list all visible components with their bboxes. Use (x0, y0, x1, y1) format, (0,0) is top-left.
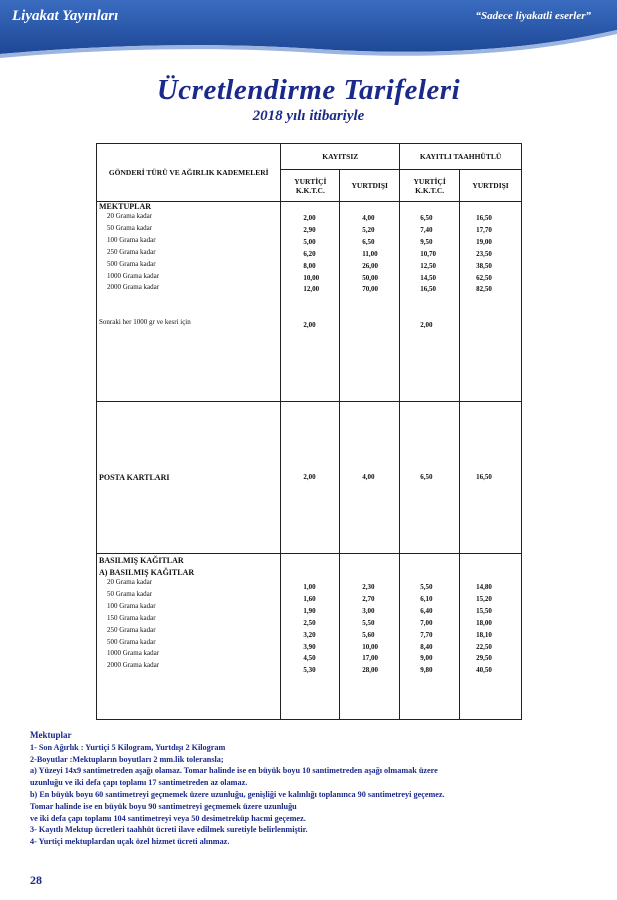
price-cell: 2,70 (362, 594, 375, 603)
weight-tier-label: 50 Grama kadar (107, 589, 153, 598)
printed-values-1 (281, 582, 339, 677)
weight-tier-label: 500 Grama kadar (107, 637, 156, 646)
printed-values-4 (460, 582, 521, 677)
price-cell: 16,50 (476, 214, 492, 222)
price-cell: 82,50 (476, 285, 492, 294)
header-band (0, 0, 617, 58)
price-cell: 29,50 (476, 654, 492, 663)
page-number: 28 (30, 873, 42, 887)
price-cell: 15,20 (476, 594, 492, 603)
price-cell: 28,00 (362, 666, 379, 675)
header-domestic-2: YURTİÇİ K.K.T.C. (400, 170, 460, 202)
price-cell: 15,50 (476, 606, 492, 615)
price-cell: 4,00 (362, 214, 375, 222)
price-cell: 17,00 (362, 654, 379, 663)
note-line: 4- Yurtiçi mektuplardan uçak özel hizmet ücreti alınmaz. (30, 837, 230, 847)
note-line: a) Yüzeyi 14x9 santimetreden aşağı olamaz. Tomar halinde ise en büyük boyu 10 santimetreden aşağı olmamak üzere (30, 766, 438, 776)
section-postcards (97, 402, 522, 554)
letters-labels (97, 202, 281, 402)
weight-tier-label: 50 Grama kadar (107, 223, 153, 232)
price-cell: 5,60 (362, 630, 375, 639)
price-cell: 70,00 (362, 285, 379, 294)
postcards-value-3: 6,50 (420, 472, 433, 481)
price-cell: 5,20 (362, 225, 375, 234)
letters-values-2 (340, 213, 399, 296)
weight-tier-label: 20 Grama kadar (107, 212, 153, 220)
note-line: ve iki defa çapı toplamı 104 santimetreyi veya 50 desimetreküp hacmi geçemez. (30, 813, 306, 823)
notes-section (30, 730, 600, 848)
price-cell: 3,00 (362, 606, 375, 615)
price-cell: 3,90 (303, 642, 316, 651)
price-cell: 2,00 (303, 214, 316, 222)
price-cell: 17,70 (476, 225, 492, 234)
price-cell: 9,00 (420, 654, 433, 663)
price-cell: 12,00 (303, 285, 320, 294)
extra-weight-value-3: 2,00 (420, 321, 433, 330)
weight-tier-label: 100 Grama kadar (107, 601, 156, 610)
price-cell: 11,00 (362, 249, 378, 258)
price-cell: 22,50 (476, 642, 492, 651)
weight-tier-label: 1000 Grama kadar (107, 271, 160, 280)
price-cell: 9,80 (420, 666, 433, 675)
section-title-letters: MEKTUPLAR (99, 202, 151, 211)
price-cell: 6,20 (303, 249, 316, 258)
price-cell: 19,00 (476, 237, 492, 246)
printed-values-2 (340, 582, 399, 677)
price-cell: 38,50 (476, 261, 492, 270)
note-line: Tomar halinde ise en büyük boyu 90 santimetreyi geçmemek üzere uzunluğu (30, 801, 297, 811)
letters-values-3 (400, 213, 459, 296)
price-cell: 6,50 (420, 214, 433, 222)
section-title-printed: BASILMIŞ KAĞITLAR (99, 556, 184, 565)
printed-values-3 (400, 582, 459, 677)
price-cell: 18,10 (476, 630, 492, 639)
price-cell: 6,50 (362, 237, 375, 246)
price-cell: 62,50 (476, 273, 492, 282)
price-cell: 12,50 (420, 261, 436, 270)
letters-col-abroad-unreg (340, 202, 400, 402)
price-cell: 3,20 (303, 630, 316, 639)
price-cell: 5,50 (362, 618, 375, 627)
page-subtitle: 2018 yılı itibariyle (252, 108, 365, 124)
letters-values-4 (460, 213, 521, 296)
price-cell: 2,50 (303, 618, 316, 627)
extra-weight-label: Sonraki her 1000 gr ve kesri için (99, 318, 191, 327)
price-cell: 5,00 (303, 237, 316, 246)
price-cell: 1,60 (303, 594, 316, 603)
price-cell: 14,50 (420, 273, 436, 282)
price-cell: 5,30 (303, 666, 316, 675)
weight-tier-label: 150 Grama kadar (107, 613, 156, 622)
section-subtitle-printed: A) BASILMIŞ KAĞITLAR (99, 568, 195, 577)
weight-tier-label: 2000 Grama kadar (107, 661, 160, 670)
header-unregistered: KAYITSIZ (281, 144, 400, 170)
letters-col-domestic-unreg (281, 202, 340, 402)
weight-tier-label: 20 Grama kadar (107, 578, 153, 586)
header-slogan: “Sadece liyakatli eserler” (475, 10, 591, 22)
printed-col-abroad-unreg (340, 554, 400, 720)
printed-label-list (97, 577, 280, 672)
header-abroad-1: YURTDIŞI (340, 170, 400, 202)
letters-col-domestic-reg (400, 202, 460, 402)
price-cell: 7,70 (420, 630, 433, 639)
header-registered: KAYITLI TAAHHÜTLÜ (400, 144, 522, 170)
header-domestic-1: YURTİÇİ K.K.T.C. (281, 170, 340, 202)
price-cell: 1,00 (303, 583, 316, 591)
weight-tier-label: 1000 Grama kadar (107, 649, 160, 658)
postcards-value-2: 4,00 (362, 472, 375, 481)
price-cell: 6,10 (420, 594, 433, 603)
postcards-cell-1 (281, 402, 340, 554)
letters-label-list (97, 211, 280, 294)
price-cell: 6,40 (420, 606, 433, 615)
price-cell: 10,00 (362, 642, 379, 651)
price-cell: 2,90 (303, 225, 316, 234)
postcards-cell-4 (460, 402, 522, 554)
weight-tier-label: 250 Grama kadar (107, 247, 156, 256)
postcards-cell-3 (400, 402, 460, 554)
price-cell: 26,00 (362, 261, 379, 270)
price-cell: 40,50 (476, 666, 492, 675)
printed-col-abroad-reg (460, 554, 522, 720)
notes-title: Mektuplar (30, 730, 72, 740)
section-printed (97, 554, 522, 720)
note-line: uzunluğu ve iki defa çapı toplamı 17 santimetreden az olamaz. (30, 778, 248, 788)
weight-tier-label: 500 Grama kadar (107, 259, 156, 268)
weight-tier-label: 100 Grama kadar (107, 235, 156, 244)
printed-labels (97, 554, 281, 720)
price-cell: 14,80 (476, 583, 492, 591)
price-cell: 50,00 (362, 273, 379, 282)
section-letters (97, 202, 522, 402)
note-line: 1- Son Ağırlık : Yurtiçi 5 Kilogram, Yurtdışı 2 Kilogram (30, 742, 226, 752)
price-cell: 10,00 (303, 273, 320, 282)
price-cell: 10,70 (420, 249, 436, 258)
tariff-table (96, 143, 522, 720)
section-title-postcards: POSTA KARTLARI (99, 473, 170, 482)
price-cell: 1,90 (303, 606, 316, 615)
price-cell: 8,00 (303, 261, 316, 270)
header-shipment-type: GÖNDERİ TÜRÜ VE AĞIRLIK KADEMELERİ (97, 144, 281, 202)
price-cell: 5,50 (420, 583, 433, 591)
postcards-value-4: 16,50 (476, 472, 492, 481)
notes-lines (30, 742, 600, 848)
price-cell: 8,40 (420, 642, 433, 651)
page-title: Ücretlendirme Tarifeleri (156, 74, 461, 106)
note-line: 2-Boyutlar :Mektupların boyutları 2 mm.lik toleransla; (30, 754, 224, 764)
price-cell: 7,40 (420, 225, 433, 234)
price-cell: 2,30 (362, 583, 375, 591)
letters-values-1 (281, 213, 339, 296)
weight-tier-label: 250 Grama kadar (107, 625, 156, 634)
printed-col-domestic-reg (400, 554, 460, 720)
printed-col-domestic-unreg (281, 554, 340, 720)
price-cell: 9,50 (420, 237, 433, 246)
extra-weight-value-1: 2,00 (303, 321, 316, 330)
postcards-cell-2 (340, 402, 400, 554)
note-line: b) En büyük boyu 60 santimetreyi geçmemek üzere uzunluğu, genişliği ve kalınlığı toplanınca 90 santimetreyi geçemez. (30, 789, 445, 799)
postcards-value-1: 2,00 (303, 472, 316, 481)
note-line: 3- Kayıtlı Mektup ücretleri taahhüt ücreti ilave edilmek suretiyle belirlenmiştir. (30, 825, 308, 835)
header-abroad-2: YURTDIŞI (460, 170, 522, 202)
postcards-label-cell (97, 402, 281, 554)
price-cell: 7,00 (420, 618, 433, 627)
letters-col-abroad-reg (460, 202, 522, 402)
weight-tier-label: 2000 Grama kadar (107, 283, 160, 292)
price-cell: 23,50 (476, 249, 492, 258)
price-cell: 18,00 (476, 618, 492, 627)
price-cell: 16,50 (420, 285, 436, 294)
publisher-name: Liyakat Yayınları (12, 8, 119, 24)
price-cell: 4,50 (303, 654, 316, 663)
